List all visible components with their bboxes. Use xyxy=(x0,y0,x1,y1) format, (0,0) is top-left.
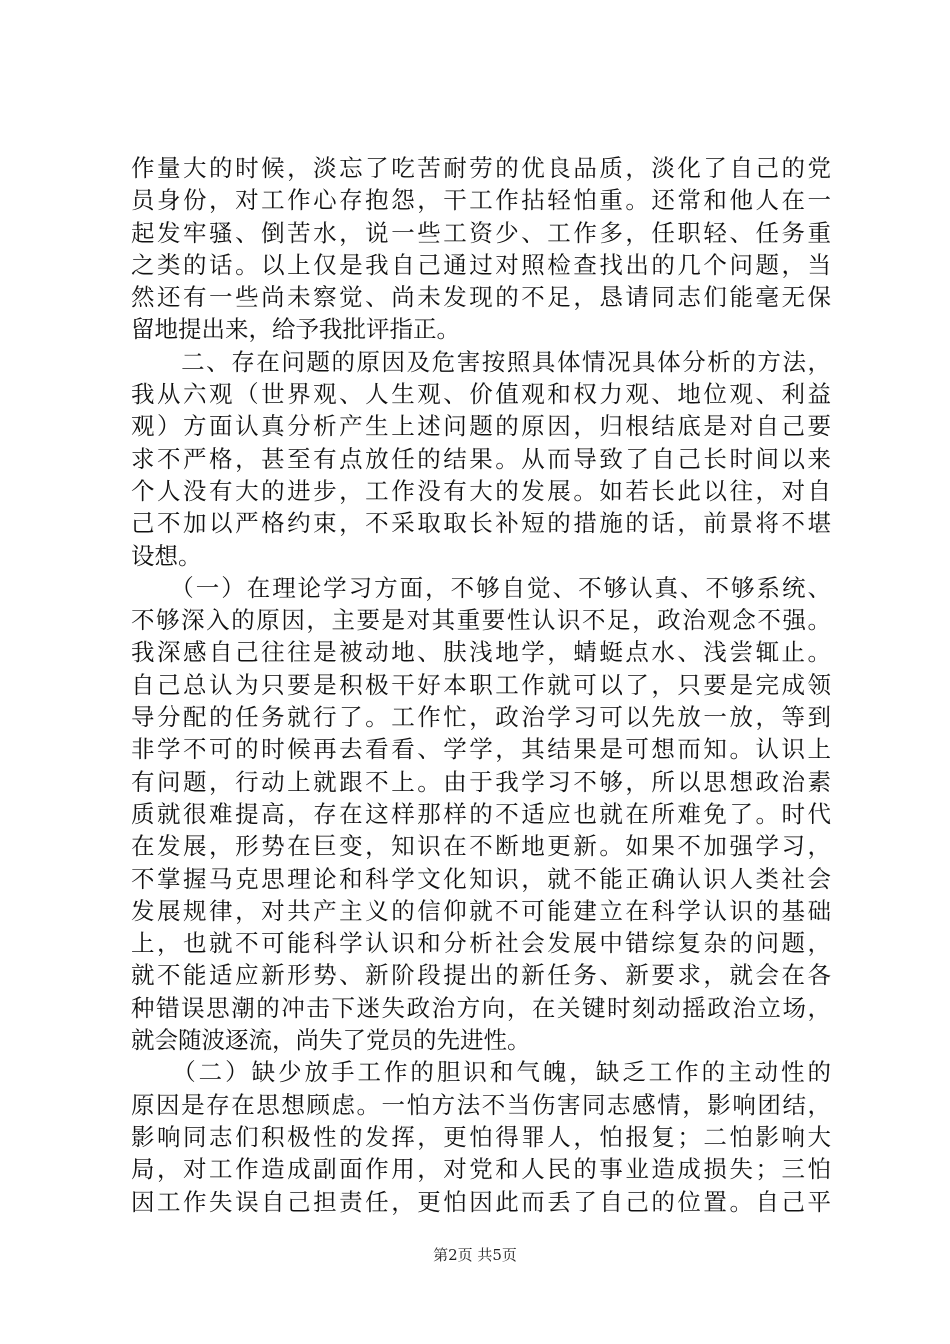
text-line: 个人没有大的进步，工作没有大的发展。如若长此以往，对自 xyxy=(131,476,831,505)
text-line: 导分配的任务就行了。工作忙，政治学习可以先放一放，等到 xyxy=(131,703,831,732)
text-line: 原因是存在思想顾虑。一怕方法不当伤害同志感情，影响团结， xyxy=(131,1090,831,1119)
text-line: 质就很难提高，存在这样那样的不适应也就在所难免了。时代 xyxy=(131,799,831,828)
body-text xyxy=(131,152,831,1218)
text-line: 非学不可的时候再去看看、学学，其结果是可想而知。认识上 xyxy=(131,735,831,764)
text-line: 留地提出来，给予我批评指正。 xyxy=(131,315,460,344)
text-line: 观）方面认真分析产生上述问题的原因，归根结底是对自己要 xyxy=(131,412,831,441)
text-line: 然还有一些尚未察觉、尚未发现的不足，恳请同志们能毫无保 xyxy=(131,283,831,312)
text-line: 起发牢骚、倒苦水，说一些工资少、工作多，任职轻、任务重 xyxy=(131,218,831,247)
text-line: 之类的话。以上仅是我自己通过对照检查找出的几个问题，当 xyxy=(131,250,831,279)
text-line: 求不严格，甚至有点放任的结果。从而导致了自己长时间以来 xyxy=(131,444,831,473)
text-line: 影响同志们积极性的发挥，更怕得罪人，怕报复；二怕影响大 xyxy=(131,1122,831,1151)
text-line: 就会随波逐流，尚失了党员的先进性。 xyxy=(131,1026,531,1055)
text-line: 不掌握马克思理论和科学文化知识，就不能正确认识人类社会 xyxy=(131,864,831,893)
text-line: 就不能适应新形势、新阶段提出的新任务、新要求，就会在各 xyxy=(131,961,831,990)
text-line: 在发展，形势在巨变，知识在不断地更新。如果不加强学习， xyxy=(131,832,831,861)
text-line: 员身份，对工作心存抱怨，干工作拈轻怕重。还常和他人在一 xyxy=(131,186,831,215)
text-line: 有问题，行动上就跟不上。由于我学习不够，所以思想政治素 xyxy=(131,767,831,796)
text-line: 我从六观（世界观、人生观、价值观和权力观、地位观、利益 xyxy=(131,380,831,409)
text-line: 发展规律，对共产主义的信仰就不可能建立在科学认识的基础 xyxy=(131,896,831,925)
text-line: 种错误思潮的冲击下迷失政治方向，在关键时刻动摇政治立场， xyxy=(131,993,831,1022)
text-line: 因工作失误自己担责任，更怕因此而丢了自己的位置。自己平 xyxy=(131,1187,831,1216)
text-line: 己不加以严格约束，不采取取长补短的措施的话，前景将不堪 xyxy=(131,509,831,538)
text-line: 局，对工作造成副面作用，对党和人民的事业造成损失；三怕 xyxy=(131,1155,831,1184)
page-number-footer: 第2页 共5页 xyxy=(433,1246,517,1264)
text-line: 自己总认为只要是积极干好本职工作就可以了，只要是完成领 xyxy=(131,670,831,699)
text-line: （二）缺少放手工作的胆识和气魄，缺乏工作的主动性的 xyxy=(131,1058,831,1087)
text-line: 二、存在问题的原因及危害按照具体情况具体分析的方法， xyxy=(131,347,831,376)
text-line: 作量大的时候，淡忘了吃苦耐劳的优良品质，淡化了自己的党 xyxy=(131,154,831,182)
text-line: 我深感自己往往是被动地、肤浅地学，蜻蜓点水、浅尝辄止。 xyxy=(131,638,831,667)
text-line: 设想。 xyxy=(131,541,202,570)
text-line: 上，也就不可能科学认识和分析社会发展中错综复杂的问题， xyxy=(131,929,831,958)
text-line: （一）在理论学习方面，不够自觉、不够认真、不够系统、 xyxy=(131,573,831,602)
text-line: 不够深入的原因，主要是对其重要性认识不足，政治观念不强。 xyxy=(131,606,831,635)
